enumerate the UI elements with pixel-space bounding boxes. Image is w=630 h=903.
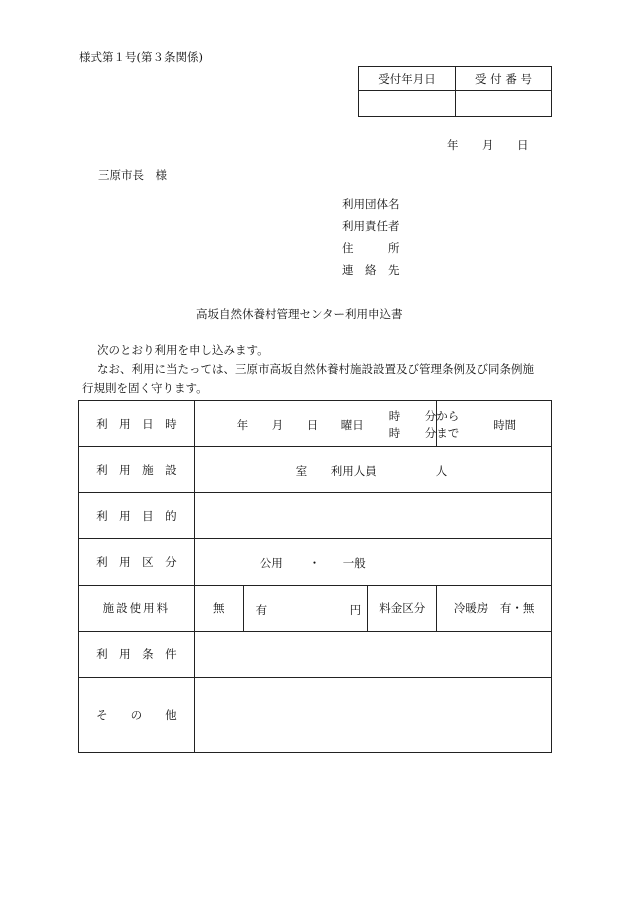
body-text-line-1: 次のとおり利用を申し込みます。 [97, 343, 269, 357]
row-conditions [79, 631, 552, 677]
category-field[interactable] [194, 539, 551, 585]
row-facility [79, 447, 552, 493]
fee-label: 施設使用料 [79, 585, 195, 631]
body-text-line-3: 行規則を固く守ります。 [82, 381, 208, 395]
fee-aircon[interactable]: 冷暖房 有・無 [437, 585, 552, 631]
contact-label: 連 絡 先 [342, 263, 400, 277]
facility-people-unit: 人 [435, 464, 448, 479]
receipt-date-field[interactable] [359, 91, 456, 117]
datetime-year: 年 [236, 418, 249, 432]
fee-yes: 有 [255, 602, 268, 617]
datetime-hours: 時間 [493, 418, 517, 432]
datetime-label: 利 用 日 時 [79, 401, 195, 447]
datetime-month: 月 [271, 418, 284, 432]
address-label: 住 所 [342, 241, 400, 255]
facility-label: 利 用 施 設 [79, 447, 195, 493]
category-public[interactable]: 公用 [259, 556, 283, 571]
datetime-start-hour: 時 [388, 409, 401, 423]
category-general[interactable]: 一般 [342, 556, 366, 571]
facility-field[interactable] [194, 447, 551, 493]
row-fee [79, 585, 552, 631]
conditions-label: 利 用 条 件 [79, 631, 195, 677]
datetime-end-hour: 時 [388, 426, 401, 440]
row-datetime [79, 401, 552, 447]
responsible-person-label: 利用責任者 [342, 219, 400, 233]
datetime-start-minute: 分から [424, 409, 460, 423]
facility-room: 室 [295, 464, 308, 479]
date-month-label: 月 [482, 138, 494, 152]
receipt-number-field[interactable] [456, 91, 552, 117]
row-purpose [79, 493, 552, 539]
organization-label: 利用団体名 [342, 197, 400, 211]
datetime-end-minute: 分まで [424, 426, 460, 440]
other-label: そ の 他 [79, 677, 195, 752]
receipt-date-header: 受付年月日 [359, 67, 456, 91]
purpose-label: 利 用 目 的 [79, 493, 195, 539]
fee-amount-field[interactable] [243, 585, 368, 631]
document-title: 高坂自然休養村管理センター利用申込書 [196, 307, 403, 321]
purpose-field[interactable] [194, 493, 551, 539]
row-other [79, 677, 552, 752]
receipt-number-header: 受 付 番 号 [456, 67, 552, 91]
form-number: 様式第１号(第３条関係) [79, 50, 203, 64]
row-category [79, 539, 552, 585]
datetime-weekday: 曜日 [340, 418, 364, 432]
datetime-field[interactable] [194, 401, 460, 447]
category-label: 利 用 区 分 [79, 539, 195, 585]
other-field[interactable] [194, 677, 551, 752]
addressee: 三原市長 様 [98, 168, 167, 182]
date-year-label: 年 [447, 138, 459, 152]
date-day-label: 日 [517, 138, 529, 152]
conditions-field[interactable] [194, 631, 551, 677]
receipt-box [358, 66, 552, 117]
fee-none[interactable]: 無 [194, 585, 243, 631]
fee-yen: 円 [349, 602, 362, 617]
fee-class: 料金区分 [368, 585, 437, 631]
datetime-day: 日 [306, 418, 319, 432]
category-separator: ・ [308, 556, 321, 571]
facility-people-label: 利用人員 [330, 464, 377, 479]
body-text-line-2: なお、利用に当たっては、三原市高坂自然休養村施設設置及び管理条例及び同条例施 [97, 362, 534, 376]
application-table [78, 400, 552, 753]
datetime-hours-field[interactable] [437, 401, 552, 447]
